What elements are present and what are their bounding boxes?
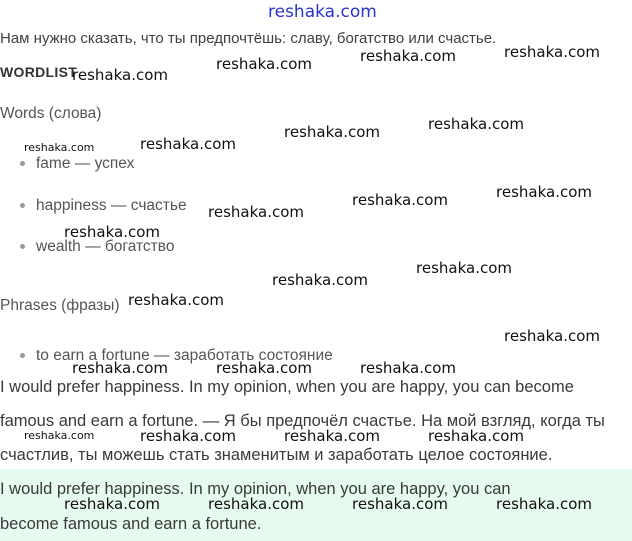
answer-line: famous and earn a fortune. — Я бы предпочёл счастье. На мой взгляд, когда ты <box>0 412 605 430</box>
bullet-icon <box>20 161 25 166</box>
watermark: reshaka.com <box>64 223 160 241</box>
watermark: reshaka.com <box>24 429 95 442</box>
watermark: reshaka.com <box>208 203 304 221</box>
phrase-text: to earn a fortune — заработать состояние <box>36 347 333 364</box>
site-title[interactable]: reshaka.com <box>268 2 377 22</box>
watermark: reshaka.com <box>428 427 524 445</box>
watermark: reshaka.com <box>504 327 600 345</box>
word-text: fame — успех <box>36 155 135 172</box>
phrases-heading: Phrases (фразы) <box>0 297 120 314</box>
watermark: reshaka.com <box>216 359 312 377</box>
bullet-icon <box>20 244 25 249</box>
word-text: happiness — счастье <box>36 197 187 214</box>
watermark: reshaka.com <box>352 191 448 209</box>
watermark: reshaka.com <box>24 141 95 154</box>
word-text: wealth — богатство <box>36 238 175 255</box>
watermark: reshaka.com <box>72 359 168 377</box>
watermark: reshaka.com <box>208 495 304 513</box>
watermark: reshaka.com <box>496 495 592 513</box>
watermark: reshaka.com <box>496 183 592 201</box>
watermark: reshaka.com <box>504 43 600 61</box>
watermark: reshaka.com <box>360 359 456 377</box>
highlight-line: I would prefer happiness. In my opinion, when you are happy, you can <box>0 480 511 498</box>
watermark: reshaka.com <box>416 259 512 277</box>
watermark: reshaka.com <box>216 55 312 73</box>
words-heading: Words (слова) <box>0 105 102 122</box>
watermark: reshaka.com <box>360 47 456 65</box>
word-item <box>20 155 134 173</box>
watermark: reshaka.com <box>428 115 524 133</box>
word-item <box>20 197 187 215</box>
watermark: reshaka.com <box>140 135 236 153</box>
watermark: reshaka.com <box>272 271 368 289</box>
watermark: reshaka.com <box>284 123 380 141</box>
wordlist-heading: WORDLIST <box>0 64 78 80</box>
intro-text: Нам нужно сказать, что ты предпочтёшь: славу, богатство или счастье. <box>0 30 497 47</box>
watermark: reshaka.com <box>284 427 380 445</box>
watermark: reshaka.com <box>72 66 168 84</box>
bullet-icon <box>20 203 25 208</box>
bullet-icon <box>20 353 25 358</box>
watermark: reshaka.com <box>128 291 224 309</box>
answer-line: I would prefer happiness. In my opinion, when you are happy, you can become <box>0 378 574 396</box>
watermark: reshaka.com <box>64 495 160 513</box>
answer-line: счастлив, ты можешь стать знаменитым и заработать целое состояние. <box>0 446 553 464</box>
highlight-line: become famous and earn a fortune. <box>0 515 262 533</box>
watermark: reshaka.com <box>140 427 236 445</box>
watermark: reshaka.com <box>352 495 448 513</box>
